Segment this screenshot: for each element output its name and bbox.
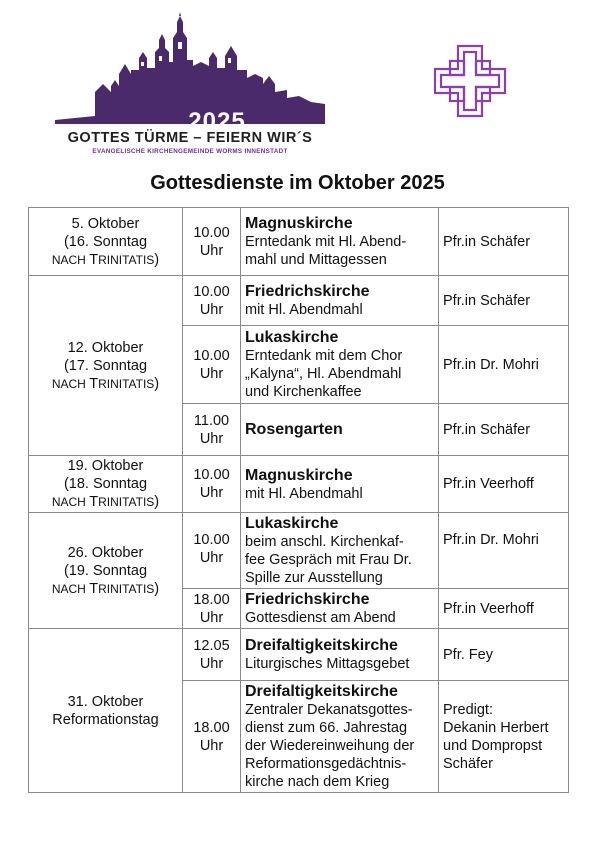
day-cell: [29, 629, 183, 793]
day-sunday: Reformationstag: [52, 711, 159, 728]
cross-emblem-icon: [433, 44, 507, 118]
service-description: Erntedank mit dem Chor „Kalyna“, Hl. Abendmahl und Kirchenkaffee: [245, 348, 403, 400]
page-header: [0, 0, 595, 165]
day-sunday: (17. Sonntag: [63, 357, 148, 374]
time-cell: 10.00 Uhr: [183, 456, 241, 513]
service-cell: [241, 208, 439, 276]
congregation-name: EVANGELISCHE KIRCHENGEMEINDE WORMS INNENSTADT: [92, 148, 288, 155]
day-date: 31. Oktober: [67, 693, 144, 710]
church-name: Lukaskirche: [245, 329, 339, 346]
church-name: Dreifaltigkeitskirche: [245, 637, 398, 654]
time-cell: 10.00 Uhr: [183, 326, 241, 404]
time-cell: 10.00 Uhr: [183, 513, 241, 589]
service-description: Liturgisches Mittagsgebet: [245, 656, 410, 672]
service-cell: [241, 589, 439, 629]
day-after: NACH TRINITATIS: [51, 580, 155, 597]
service-description: Erntedank mit Hl. Abend- mahl und Mittagessen: [245, 234, 407, 268]
service-cell: [241, 681, 439, 793]
day-after: NACH TRINITATIS: [51, 251, 155, 268]
logo-year: 2025: [188, 108, 246, 135]
day-date: 5. Oktober: [71, 215, 140, 232]
church-name: Dreifaltigkeitskirche: [245, 683, 398, 700]
day-cell: 12. Oktober (17. Sonntag NACH TRINITATIS): [29, 276, 183, 456]
pastor-cell: Pfr.in Veerhoff: [439, 589, 569, 629]
table-row: [29, 276, 569, 326]
service-schedule-table: [28, 207, 569, 793]
time-cell: 11.00 Uhr: [183, 404, 241, 456]
church-name: Friedrichskirche: [245, 283, 370, 300]
time-cell: 12.05 Uhr: [183, 629, 241, 681]
church-name: Lukaskirche: [245, 515, 339, 532]
church-name: Magnuskirche: [245, 466, 353, 484]
day-cell: 26. Oktober (19. Sonntag NACH TRINITATIS): [29, 513, 183, 629]
time-cell: 10.00 Uhr: [183, 276, 241, 326]
pastor-cell: Pfr.in Dr. Mohri: [439, 513, 569, 589]
day-sunday: (19. Sonntag: [63, 562, 148, 579]
service-description: Zentraler Dekanatsgottes- dienst zum 66. Jahrestag der Wiedereinweihung der Reformationsgedächtnis- kirche nach dem Krieg: [245, 702, 415, 790]
time-cell: 18.00 Uhr: [183, 681, 241, 793]
service-description: Gottesdienst am Abend: [245, 610, 396, 626]
page-title: Gottesdienste im Oktober 2025: [150, 172, 445, 194]
service-cell: [241, 513, 439, 589]
service-description: beim anschl. Kirchenkaf- fee Gespräch mit Frau Dr. Spille zur Ausstellung: [245, 534, 412, 586]
time-cell: 10.00 Uhr: [183, 208, 241, 276]
day-date: 12. Oktober: [67, 339, 144, 356]
service-cell: [241, 276, 439, 326]
service-cell: [241, 326, 439, 404]
service-description: mit Hl. Abendmahl: [245, 302, 363, 318]
day-date: 19. Oktober: [67, 458, 144, 474]
logo-slogan: GOTTES TÜRME – FEIERN WIR´S: [67, 130, 313, 146]
day-sunday: (16. Sonntag: [63, 233, 148, 250]
service-cell: [241, 404, 439, 456]
pastor-cell: Pfr.in Schäfer: [439, 404, 569, 456]
table-row: [29, 513, 569, 589]
pastor-cell: Pfr. Fey: [439, 629, 569, 681]
service-description: mit Hl. Abendmahl: [245, 485, 363, 502]
pastor-cell: Pfr.in Dr. Mohri: [439, 326, 569, 404]
day-cell: 5. Oktober (16. Sonntag NACH TRINITATIS): [29, 208, 183, 276]
day-date: 26. Oktober: [67, 544, 144, 561]
day-sunday: (18. Sonntag: [63, 476, 148, 492]
pastor-cell: Pfr.in Veerhoff: [439, 456, 569, 513]
church-name: Friedrichskirche: [245, 591, 370, 608]
pastor-cell: Pfr.in Schäfer: [439, 276, 569, 326]
day-after: NACH TRINITATIS: [51, 494, 155, 510]
time-cell: 18.00 Uhr: [183, 589, 241, 629]
day-after: NACH TRINITATIS: [51, 375, 155, 392]
gottes-tuerme-logo: [55, 12, 325, 160]
table-row: [29, 629, 569, 681]
table-row: [29, 208, 569, 276]
church-name: Magnuskirche: [245, 215, 353, 232]
service-cell: [241, 629, 439, 681]
pastor-cell: Pfr.in Schäfer: [439, 208, 569, 276]
service-cell: [241, 456, 439, 513]
day-cell: 19. Oktober (18. Sonntag NACH TRINITATIS): [29, 456, 183, 513]
table-row: [29, 456, 569, 513]
church-name: Rosengarten: [245, 421, 343, 438]
pastor-cell: Predigt: Dekanin Herbert und Dompropst Schäfer: [439, 681, 569, 793]
